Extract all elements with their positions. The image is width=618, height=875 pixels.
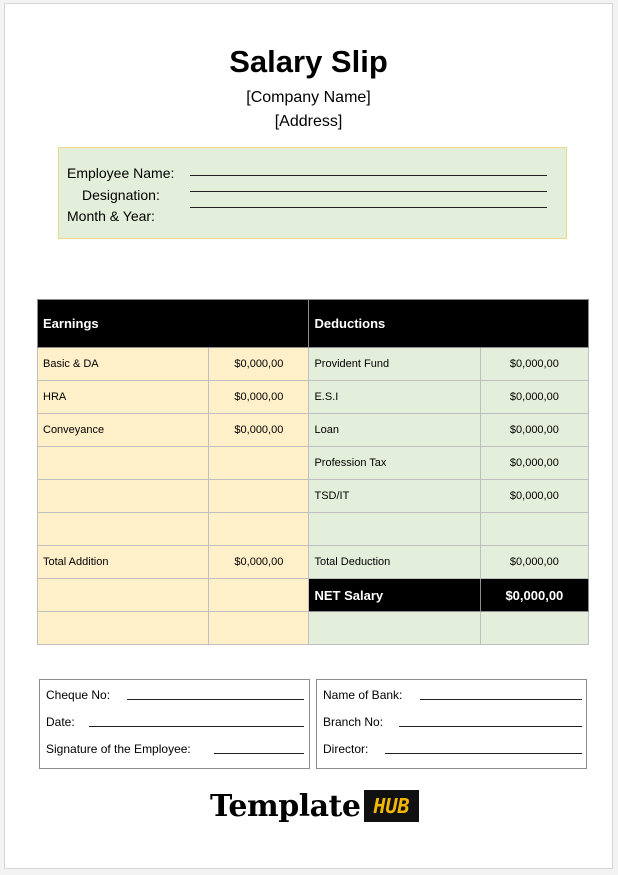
empty-cell <box>309 612 480 645</box>
payment-details-box <box>39 679 310 769</box>
bank-label: Name of Bank: <box>323 688 403 702</box>
total-addition-label: Total Addition <box>38 546 209 579</box>
empty-cell <box>38 612 209 645</box>
earning-amount[interactable] <box>209 447 309 480</box>
earning-label: Conveyance <box>38 414 209 447</box>
deduction-amount[interactable]: $0,000,00 <box>480 381 588 414</box>
earning-amount[interactable]: $0,000,00 <box>209 348 309 381</box>
deduction-amount[interactable] <box>480 513 588 546</box>
table-row <box>38 480 589 513</box>
table-row <box>38 513 589 546</box>
deduction-amount[interactable]: $0,000,00 <box>480 480 588 513</box>
deductions-header: Deductions <box>309 300 589 348</box>
empty-cell <box>209 612 309 645</box>
earning-amount[interactable] <box>209 480 309 513</box>
employee-name-label: Employee Name: <box>67 165 175 181</box>
employee-info-panel <box>58 147 567 239</box>
empty-cell <box>209 579 309 612</box>
earning-label: HRA <box>38 381 209 414</box>
month-year-label: Month & Year: <box>67 208 155 224</box>
branch-field[interactable] <box>399 726 582 727</box>
table-row <box>38 348 589 381</box>
salary-table <box>37 299 589 645</box>
earning-label <box>38 480 209 513</box>
earning-amount[interactable] <box>209 513 309 546</box>
total-deduction-label: Total Deduction <box>309 546 480 579</box>
table-header-row <box>38 300 589 348</box>
date-label: Date: <box>46 715 75 729</box>
cheque-field[interactable] <box>127 699 304 700</box>
table-row <box>38 414 589 447</box>
director-field[interactable] <box>385 753 582 754</box>
earnings-header: Earnings <box>38 300 309 348</box>
total-deduction-amount[interactable]: $0,000,00 <box>480 546 588 579</box>
earning-amount[interactable]: $0,000,00 <box>209 381 309 414</box>
logo-hub-badge: HUB <box>364 790 418 822</box>
table-row <box>38 381 589 414</box>
empty-cell <box>38 579 209 612</box>
page-title: Salary Slip <box>229 44 388 79</box>
empty-cell <box>480 612 588 645</box>
deduction-label <box>309 513 480 546</box>
net-salary-amount[interactable]: $0,000,00 <box>480 579 588 612</box>
table-row <box>38 612 589 645</box>
total-addition-amount[interactable]: $0,000,00 <box>209 546 309 579</box>
earning-label <box>38 447 209 480</box>
deduction-amount[interactable]: $0,000,00 <box>480 414 588 447</box>
salary-slip-page <box>4 3 613 869</box>
earning-label <box>38 513 209 546</box>
net-salary-label: NET Salary <box>309 579 480 612</box>
company-name: [Company Name] <box>246 89 371 106</box>
employee-name-field[interactable] <box>190 175 547 176</box>
cheque-label: Cheque No: <box>46 688 111 702</box>
designation-label: Designation: <box>82 187 160 203</box>
bank-details-box <box>316 679 587 769</box>
deduction-label: Profession Tax <box>309 447 480 480</box>
branch-label: Branch No: <box>323 715 384 729</box>
template-hub-logo <box>210 788 419 824</box>
date-field[interactable] <box>89 726 304 727</box>
deduction-amount[interactable]: $0,000,00 <box>480 447 588 480</box>
logo-text: Template <box>210 788 361 824</box>
bank-field[interactable] <box>420 699 582 700</box>
deduction-label: Provident Fund <box>309 348 480 381</box>
deduction-label: TSD/IT <box>309 480 480 513</box>
signature-label: Signature of the Employee: <box>46 742 191 756</box>
signature-field[interactable] <box>214 753 304 754</box>
deduction-amount[interactable]: $0,000,00 <box>480 348 588 381</box>
table-row <box>38 447 589 480</box>
earning-label: Basic & DA <box>38 348 209 381</box>
month-year-field[interactable] <box>190 207 547 208</box>
deduction-label: Loan <box>309 414 480 447</box>
net-salary-row <box>38 579 589 612</box>
earning-amount[interactable]: $0,000,00 <box>209 414 309 447</box>
designation-field[interactable] <box>190 191 547 192</box>
director-label: Director: <box>323 742 369 756</box>
company-address: [Address] <box>274 113 343 130</box>
totals-row <box>38 546 589 579</box>
deduction-label: E.S.I <box>309 381 480 414</box>
